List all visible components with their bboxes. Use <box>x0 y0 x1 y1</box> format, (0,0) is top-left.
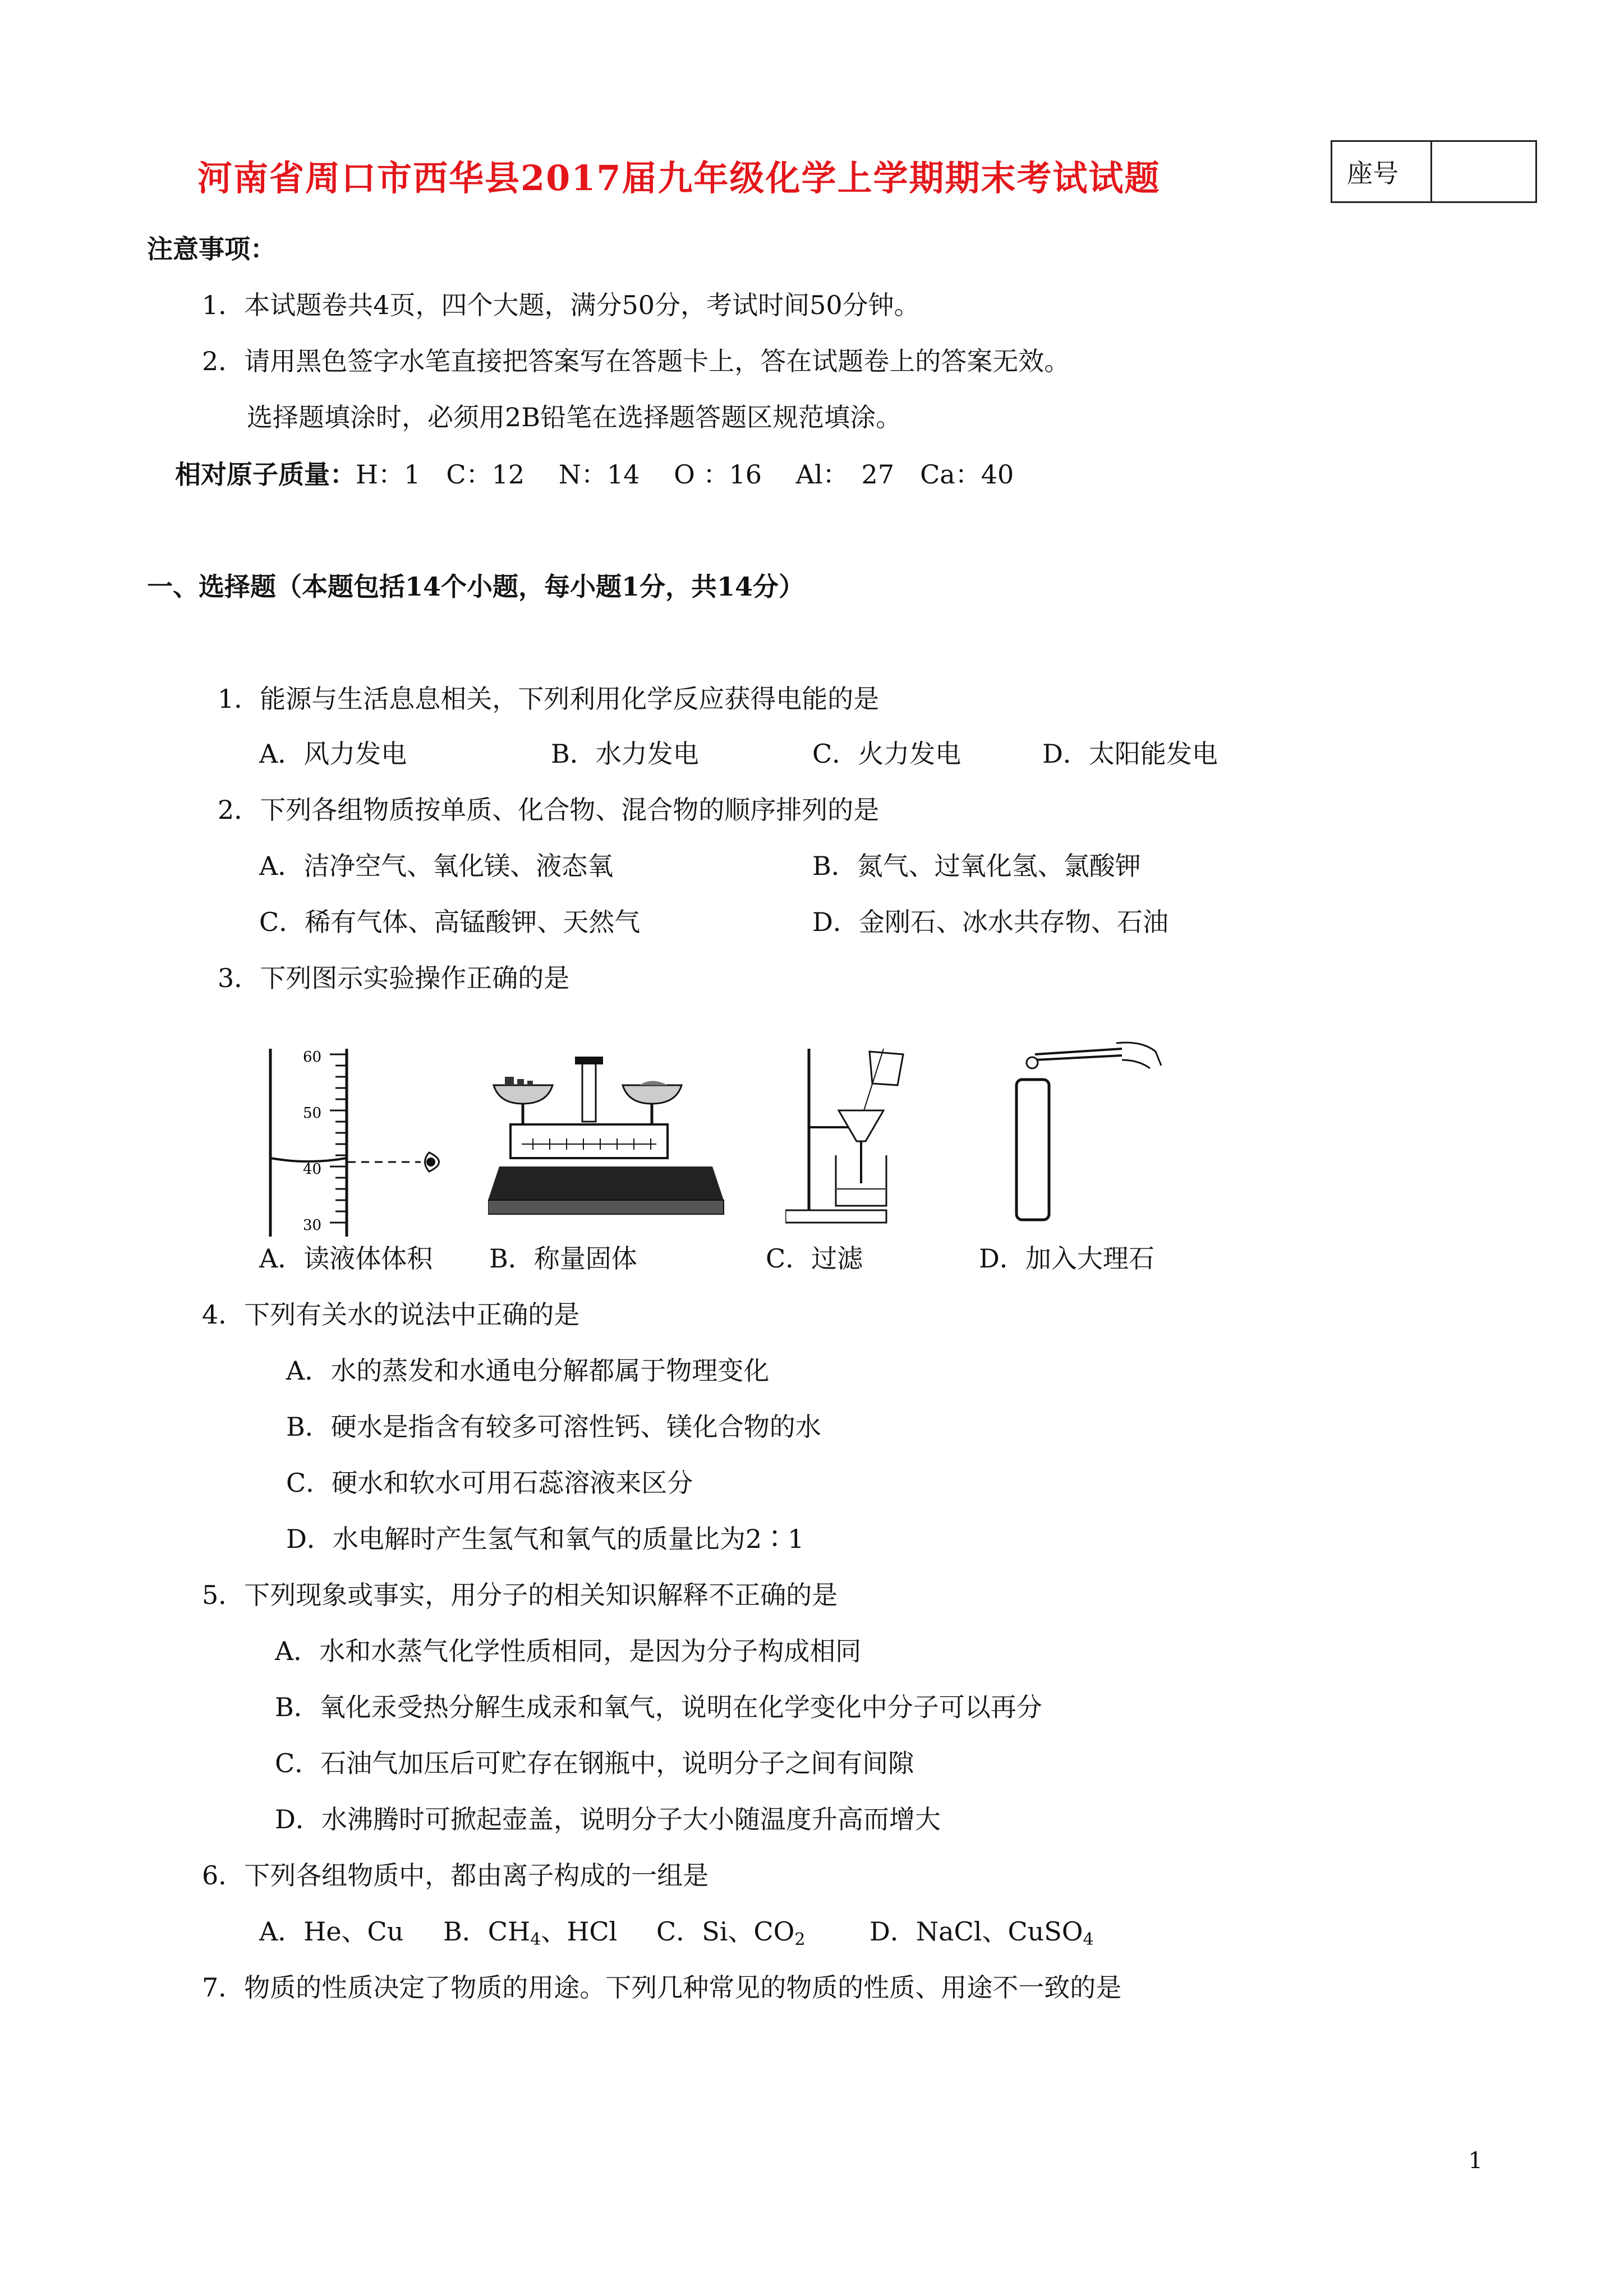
scale-label-30: 30 <box>303 1217 322 1234</box>
question-5-option-b: B．氧化汞受热分解生成汞和氧气，说明在化学变化中分子可以再分 <box>275 1692 1042 1722</box>
scale-label-40: 40 <box>303 1161 322 1178</box>
question-4-option-c: C．硬水和软水可用石蕊溶液来区分 <box>286 1468 693 1498</box>
question-6-option-d: D．NaCl、CuSO$_4$ <box>869 1916 1094 1949</box>
question-5-option-c: C．石油气加压后可贮存在钢瓶中，说明分子之间有间隙 <box>275 1748 914 1778</box>
page-title: 河南省周口市西华县2017届九年级化学上学期期末考试试题 <box>197 158 1161 199</box>
question-4-stem: 4．下列有关水的说法中正确的是 <box>202 1299 580 1330</box>
seat-label: 座号 <box>1347 158 1398 188</box>
balance-beam <box>510 1124 668 1158</box>
question-6-option-a: A．He、Cu <box>259 1916 404 1947</box>
page-number: 1 <box>1468 2148 1483 2174</box>
liquid-meniscus <box>270 1158 347 1161</box>
weight <box>505 1077 514 1085</box>
scale-label-50: 50 <box>303 1105 322 1122</box>
question-2-stem: 2．下列各组物质按单质、化合物、混合物的顺序排列的是 <box>218 795 880 825</box>
question-6-option-b: B．$CH_4$、HCl <box>443 1916 618 1949</box>
test-tube <box>1016 1080 1049 1220</box>
question-6-stem: 6．下列各组物质中，都由离子构成的一组是 <box>202 1860 709 1891</box>
notice-item-2-continued: 选择题填涂时，必须用2B铅笔在选择题答题区规范填涂。 <box>247 402 902 432</box>
atomic-mass-values: H：1 C：12 N：14 O ：16 Al： 27 Ca：40 <box>356 459 1014 490</box>
question-5-option-a: A．水和水蒸气化学性质相同，是因为分子构成相同 <box>275 1636 862 1666</box>
balance-base <box>488 1167 724 1200</box>
question-2-option-d: D．金刚石、冰水共存物、石油 <box>812 907 1168 937</box>
question-3-stem: 3．下列图示实验操作正确的是 <box>218 963 570 993</box>
funnel <box>839 1110 884 1141</box>
question-2-option-c: C．稀有气体、高锰酸钾、天然气 <box>259 907 641 937</box>
atomic-mass-label: 相对原子质量： <box>175 459 356 490</box>
question-5-stem: 5．下列现象或事实，用分子的相关知识解释不正确的是 <box>202 1580 838 1610</box>
question-1-stem: 1．能源与生活息息相关，下列利用化学反应获得电能的是 <box>218 684 880 714</box>
adding-marble-figure <box>1010 1038 1167 1228</box>
question-4-option-d: D．水电解时产生氢气和氧气的质量比为2∶1 <box>286 1524 804 1554</box>
graduated-cylinder-figure <box>264 1046 466 1239</box>
scale-label-60: 60 <box>303 1049 322 1066</box>
question-3-option-d: D．加入大理石 <box>979 1243 1154 1274</box>
question-6-option-c: C．Si、$CO_2$ <box>656 1916 806 1949</box>
section-heading-choice: 一、选择题（本题包括14个小题，每小题1分，共14分） <box>147 571 805 602</box>
question-7-stem: 7．物质的性质决定了物质的用途。下列几种常见的物质的性质、用途不一致的是 <box>202 1972 1122 2003</box>
question-3-option-c: C．过滤 <box>766 1243 863 1274</box>
question-3-option-b: B．称量固体 <box>489 1243 637 1274</box>
question-4-option-b: B．硬水是指含有较多可溶性钙、镁化合物的水 <box>286 1412 821 1442</box>
question-4-option-a: A．水的蒸发和水通电分解都属于物理变化 <box>286 1356 770 1386</box>
solid-sample <box>640 1081 668 1086</box>
notice-heading: 注意事项： <box>147 234 276 264</box>
balance-figure <box>488 1054 735 1223</box>
question-2-option-a: A．洁净空气、氧化镁、液态氧 <box>259 851 614 881</box>
right-pan <box>623 1085 682 1104</box>
question-1-option-b: B．水力发电 <box>551 739 699 769</box>
left-pan <box>494 1085 553 1104</box>
balance-pointer-column <box>582 1060 596 1122</box>
tweezers <box>1035 1049 1122 1060</box>
question-1-option-d: D．太阳能发电 <box>1042 739 1218 769</box>
question-1-option-c: C．火力发电 <box>812 739 961 769</box>
atomic-mass-line <box>175 454 1014 491</box>
question-2-option-b: B．氮气、过氧化氢、氯酸钾 <box>812 851 1141 881</box>
hand <box>1116 1043 1161 1068</box>
question-1-option-a: A．风力发电 <box>259 739 407 769</box>
pouring-beaker <box>869 1052 903 1085</box>
iron-stand-base <box>785 1210 886 1223</box>
seat-box-divider <box>1430 142 1432 201</box>
question-3-option-a: A．读液体体积 <box>259 1243 433 1274</box>
notice-item-1: 1．本试题卷共4页，四个大题，满分50分，考试时间50分钟。 <box>202 290 920 320</box>
eye-icon <box>425 1152 439 1172</box>
notice-item-2: 2．请用黑色签字水笔直接把答案写在答题卡上，答在试题卷上的答案无效。 <box>202 346 1070 376</box>
filtration-figure <box>785 1043 920 1228</box>
seat-number-box <box>1331 140 1537 203</box>
question-5-option-d: D．水沸腾时可掀起壶盖，说明分子大小随温度升高而增大 <box>275 1804 941 1834</box>
marble-piece <box>1027 1057 1038 1068</box>
